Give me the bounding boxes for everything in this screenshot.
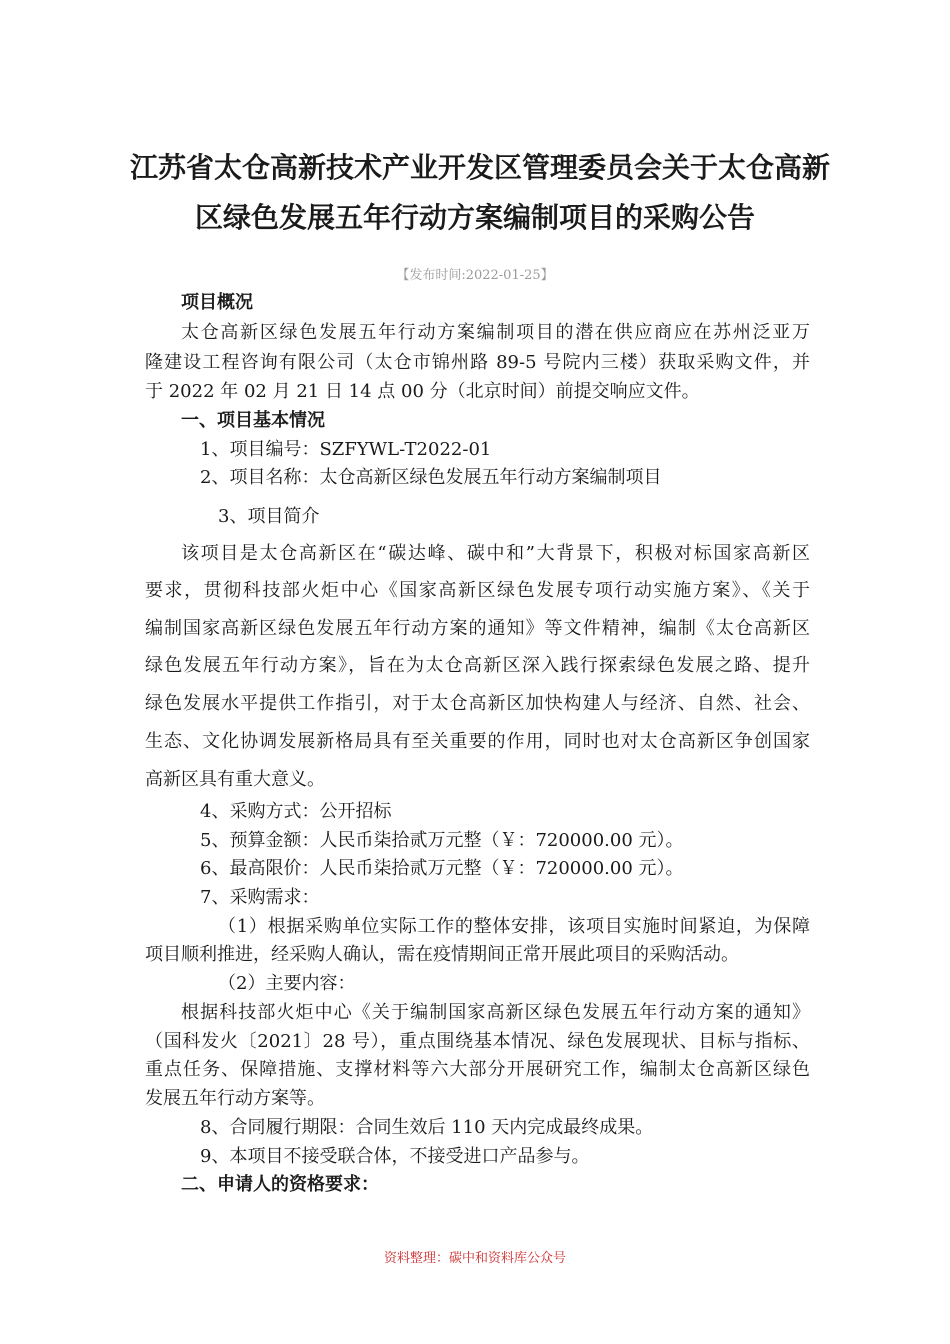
paragraph-line: 要求，贯彻科技部火炬中心《国家高新区绿色发展专项行动实施方案》、《关于 — [145, 580, 810, 601]
paragraph-line: 绿色发展五年行动方案》，旨在为太仓高新区深入践行探索绿色发展之路、提升 — [145, 655, 810, 676]
paragraph-line: 高新区具有重大意义。 — [145, 769, 325, 790]
paragraph-line: 项目顺利推进，经采购人确认，需在疫情期间正常开展此项目的采购活动。 — [145, 944, 739, 965]
publish-date: 【发布时间:2022-01-25】 — [396, 268, 554, 283]
paragraph-line: （1）根据采购单位实际工作的整体安排，该项目实施时间紧迫，为保障 — [218, 916, 810, 937]
item-consortium-note: 9、本项目不接受联合体，不接受进口产品参与。 — [200, 1146, 590, 1167]
document-title-line-1: 江苏省太仓高新技术产业开发区管理委员会关于太仓高新 — [130, 151, 831, 184]
item-main-content: （2）主要内容： — [218, 973, 356, 994]
item-project-intro: 3、项目简介 — [218, 506, 320, 527]
item-project-number: 1、项目编号：SZFYWL-T2022-01 — [200, 439, 492, 460]
document-title-line-2: 区绿色发展五年行动方案编制项目的采购公告 — [194, 201, 755, 234]
paragraph-line: 于 2022 年 02 月 21 日 14 点 00 分（北京时间）前提交响应文件。 — [145, 381, 700, 402]
paragraph-line: 发展五年行动方案等。 — [145, 1088, 325, 1109]
paragraph-line: 隆建设工程咨询有限公司（太仓市锦州路 89-5 号院内三楼）获取采购文件，并 — [145, 352, 810, 373]
section-heading-qualifications: 二、申请人的资格要求： — [181, 1174, 379, 1195]
paragraph-line: 该项目是太仓高新区在“碳达峰、碳中和”大背景下，积极对标国家高新区 — [181, 543, 810, 564]
item-budget-amount: 5、预算金额：人民币柒拾贰万元整（￥：720000.00 元）。 — [200, 830, 684, 851]
item-contract-period: 8、合同履行期限：合同生效后 110 天内完成最终成果。 — [200, 1117, 654, 1138]
section-heading-overview: 项目概况 — [181, 292, 253, 313]
item-project-name: 2、项目名称：太仓高新区绿色发展五年行动方案编制项目 — [200, 467, 662, 488]
section-heading-basic-info: 一、项目基本情况 — [181, 410, 325, 431]
paragraph-line: （国科发火〔2021〕28 号），重点围绕基本情况、绿色发展现状、目标与指标、 — [145, 1031, 810, 1052]
paragraph-line: 生态、文化协调发展新格局具有至关重要的作用，同时也对太仓高新区争创国家 — [145, 731, 810, 752]
paragraph-line: 重点任务、保障措施、支撑材料等六大部分开展研究工作，编制太仓高新区绿色 — [145, 1059, 810, 1080]
paragraph-line: 编制国家高新区绿色发展五年行动方案的通知》等文件精神，编制《太仓高新区 — [145, 618, 810, 639]
paragraph-line: 太仓高新区绿色发展五年行动方案编制项目的潜在供应商应在苏州泛亚万 — [181, 322, 810, 343]
footer-source-note: 资料整理：碳中和资料库公众号 — [383, 1251, 566, 1266]
item-procurement-method: 4、采购方式：公开招标 — [200, 801, 392, 822]
item-max-price: 6、最高限价：人民币柒拾贰万元整（￥：720000.00 元）。 — [200, 858, 684, 879]
paragraph-line: 绿色发展水平提供工作指引，对于太仓高新区加快构建人与经济、自然、社会、 — [145, 693, 810, 714]
item-procurement-needs: 7、采购需求： — [200, 887, 320, 908]
paragraph-line: 根据科技部火炬中心《关于编制国家高新区绿色发展五年行动方案的通知》 — [181, 1002, 810, 1023]
